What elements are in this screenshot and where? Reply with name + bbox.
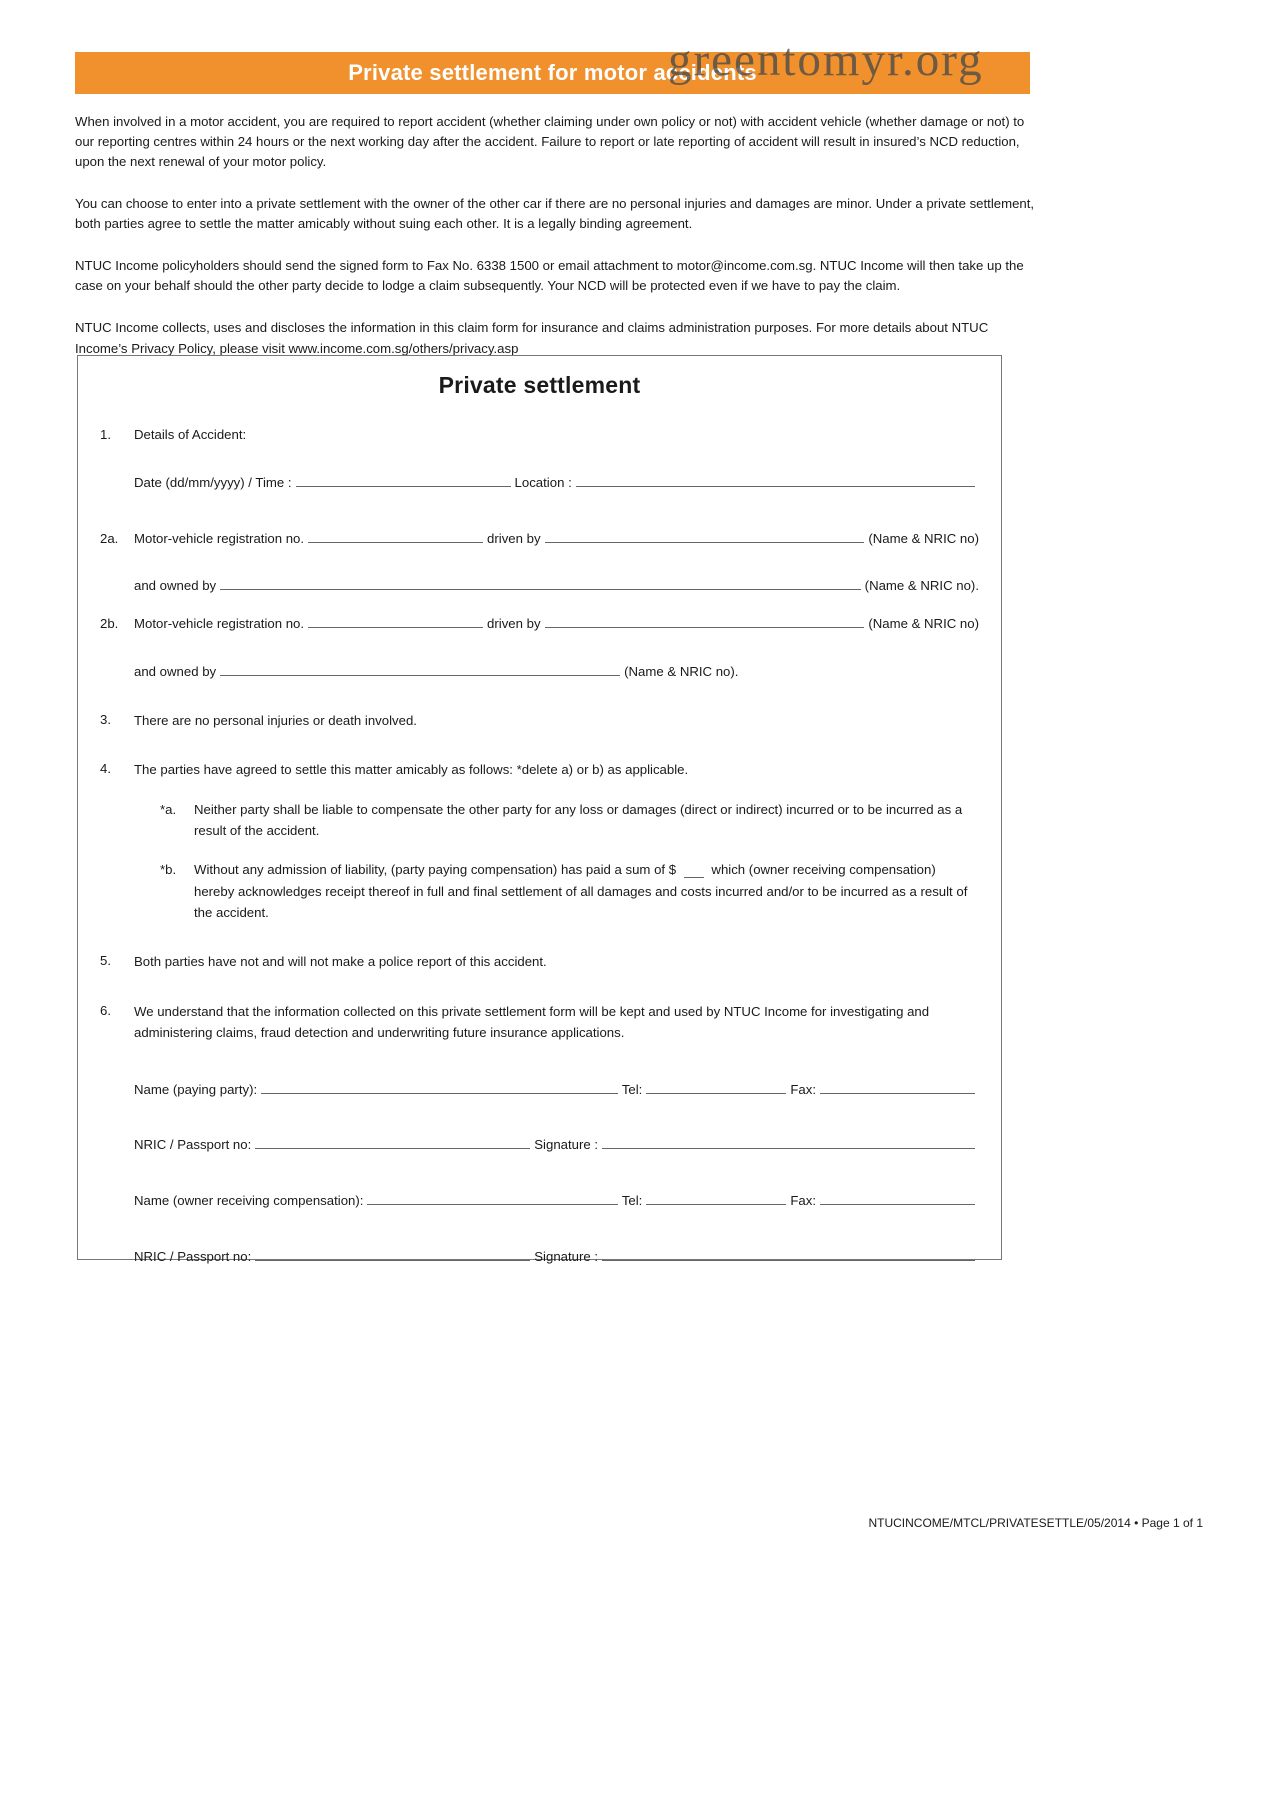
receiving-party-signature-label: Signature : <box>534 1248 599 1264</box>
owned-by-input-2a[interactable] <box>220 576 861 590</box>
form-item-6 <box>92 1001 979 1044</box>
item-3-text: There are no personal injuries or death involved. <box>134 712 417 728</box>
form-item-4a <box>134 799 979 842</box>
item-1-label: Details of Accident: <box>134 427 247 442</box>
item-4-text: The parties have agreed to settle this matter amicably as follows: *delete a) or b) as applicable. <box>134 762 689 778</box>
item-4a-number: *a. <box>160 801 177 817</box>
receiving-party-nric-label: NRIC / Passport no: <box>134 1248 252 1264</box>
paying-party-name-label: Name (paying party): <box>134 1081 258 1097</box>
date-time-input[interactable] <box>296 473 511 487</box>
item-4b-number: *b. <box>160 862 177 878</box>
intro-paragraph-2: You can choose to enter into a private settlement with the owner of the other car if there are no personal injuries and damages are minor. Under a private settlement, both parties agree to settle the matter amicably without suing each other. It is a legally binding agreement. <box>75 196 1035 232</box>
item-4-number: 4. <box>100 761 111 777</box>
private-settlement-form <box>77 355 1002 1264</box>
paying-party-name-row <box>134 1080 979 1100</box>
receiving-party-name-label: Name (owner receiving compensation): <box>134 1193 364 1209</box>
intro-paragraph-4: NTUC Income collects, uses and discloses the information in this claim form for insurance and claims administration purposes. For more details about NTUC Income’s Privacy Policy, please visit www.income.com.sg/others/privacy.asp <box>75 320 989 356</box>
driven-by-label-2a: driven by <box>487 530 541 546</box>
owned-by-input-2b[interactable] <box>220 662 620 676</box>
paying-party-signature-input[interactable] <box>602 1135 975 1149</box>
driven-by-input-2a[interactable] <box>545 529 865 543</box>
form-items <box>78 425 1001 1267</box>
paying-party-nric-input[interactable] <box>255 1135 530 1149</box>
item-5-number: 5. <box>100 953 111 969</box>
owned-by-label-2a: and owned by <box>134 578 217 594</box>
item-4b-text-before: Without any admission of liability, (party paying compensation) has paid a sum of $ <box>194 862 677 878</box>
item-2b-vehicle-row <box>134 614 979 634</box>
item-3-number: 3. <box>100 711 111 727</box>
form-item-5 <box>92 951 979 972</box>
name-nric-hint-2b-driver: (Name & NRIC no) <box>868 616 979 632</box>
form-title: Private settlement <box>438 372 641 398</box>
receiving-party-name-input[interactable] <box>367 1191 617 1205</box>
receiving-party-signature-input[interactable] <box>602 1247 975 1261</box>
driven-by-input-2b[interactable] <box>545 614 865 628</box>
compensation-amount-input[interactable] <box>684 864 704 878</box>
form-item-3 <box>92 710 979 731</box>
watermark-text: greentomyr.org <box>668 34 984 86</box>
item-1-date-location-row <box>134 473 979 493</box>
page-title: Private settlement for motor accidents <box>348 60 757 85</box>
registration-no-label-2b: Motor-vehicle registration no. <box>134 616 305 632</box>
form-item-2b <box>92 614 979 682</box>
signature-block <box>92 1080 979 1267</box>
paying-party-nric-row <box>134 1135 979 1155</box>
name-nric-hint-2a-owner: (Name & NRIC no). <box>864 578 979 594</box>
header-banner <box>75 52 1030 94</box>
item-6-text: We understand that the information collected on this private settlement form will be kept and used by NTUC Income for investigating and administering claims, fraud detection and underwriting future insurance applications. <box>134 1003 930 1041</box>
paying-party-tel-label: Tel: <box>621 1081 643 1097</box>
paying-party-fax-label: Fax: <box>790 1081 816 1097</box>
item-6-number: 6. <box>100 1002 111 1018</box>
item-2a-vehicle-row <box>134 529 979 549</box>
form-item-2a <box>92 529 979 597</box>
registration-no-label-2a: Motor-vehicle registration no. <box>134 530 305 546</box>
receiving-party-tel-input[interactable] <box>646 1191 786 1205</box>
item-2a-number: 2a. <box>100 530 119 546</box>
receiving-party-nric-row <box>134 1247 979 1267</box>
receiving-party-tel-label: Tel: <box>621 1193 643 1209</box>
item-1-number: 1. <box>100 427 111 442</box>
item-5-text: Both parties have not and will not make a police report of this accident. <box>134 954 547 970</box>
receiving-party-fax-input[interactable] <box>820 1191 975 1205</box>
driven-by-label-2b: driven by <box>487 616 541 632</box>
location-input[interactable] <box>576 473 975 487</box>
document-footer: NTUCINCOME/MTCL/PRIVATESETTLE/05/2014 • Page 1 of 1 <box>868 1516 1203 1530</box>
form-item-4 <box>92 759 979 923</box>
receiving-party-fax-label: Fax: <box>790 1193 816 1209</box>
intro-paragraph-1: When involved in a motor accident, you are required to report accident (whether claiming under own policy or not) with accident vehicle (whether damage or not) to our reporting centres within 24 hours or the next working day after the accident. Failure to report or late reporting of accident will result in insured’s NCD reduction, upon the next renewal of your motor policy. <box>75 114 1025 170</box>
item-4b-text-after: which (owner receiving compensation) hereby acknowledges receipt thereof in full and final settlement of all damages and costs incurred and/or to be incurred as a result of the accident. <box>194 862 968 921</box>
item-2b-number: 2b. <box>100 616 119 632</box>
paying-party-signature-label: Signature : <box>534 1137 599 1153</box>
form-item-1 <box>92 425 979 493</box>
paying-party-fax-input[interactable] <box>820 1080 975 1094</box>
location-label: Location : <box>514 474 572 490</box>
form-item-4b <box>134 859 979 923</box>
item-4a-text: Neither party shall be liable to compensate the other party for any loss or damages (direct or indirect) incurred or to be incurred as a result of the accident. <box>194 801 963 838</box>
receiving-party-nric-input[interactable] <box>255 1247 530 1261</box>
intro-paragraph-3: NTUC Income policyholders should send the signed form to Fax No. 6338 1500 or email attachment to motor@income.com.sg. NTUC Income will then take up the case on your behalf should the other party decide to lodge a claim subsequently. Your NCD will be protected even if we have to pay the claim. <box>75 258 1024 294</box>
paying-party-name-input[interactable] <box>261 1080 618 1094</box>
date-time-label: Date (dd/mm/yyyy) / Time : <box>134 474 292 490</box>
intro-section <box>75 112 1035 381</box>
name-nric-hint-2a-driver: (Name & NRIC no) <box>868 530 979 546</box>
item-2a-owner-row <box>134 576 979 596</box>
receiving-party-name-row <box>134 1191 979 1211</box>
name-nric-hint-2b-owner: (Name & NRIC no). <box>624 663 739 679</box>
paying-party-nric-label: NRIC / Passport no: <box>134 1137 252 1153</box>
item-2b-owner-row <box>134 662 979 682</box>
owned-by-label-2b: and owned by <box>134 663 217 679</box>
registration-no-input-2a[interactable] <box>308 529 483 543</box>
registration-no-input-2b[interactable] <box>308 614 483 628</box>
paying-party-tel-input[interactable] <box>646 1080 786 1094</box>
